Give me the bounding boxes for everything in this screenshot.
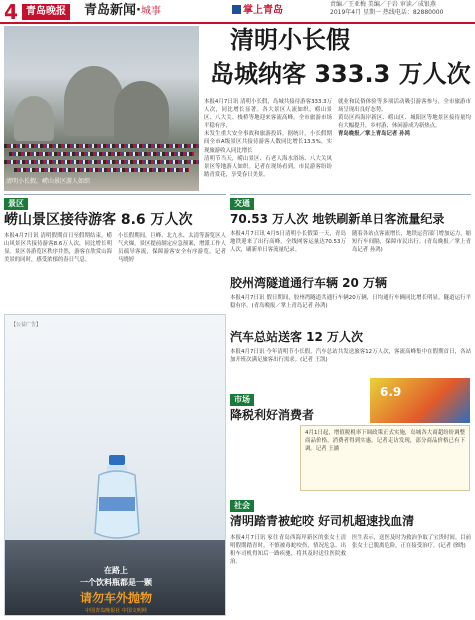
divider [230, 194, 471, 195]
ad-sponsor: 中国青岛晚报社 中国文明网 [85, 608, 147, 614]
lead-paragraph: 黄岛区西海岸新区、崂山区、城阳区等地景区接待量均有大幅提升，乡村游、休闲游成为新热点。 [338, 115, 471, 130]
market-text: 4月1日起，增值税税率下调政策正式实施，岛城各大商超纷纷调整商品价格，消费者得到实惠。记者走访发现，部分商品价格已有下调。记者 王涵 [305, 430, 465, 453]
tunnel-title: 胶州湾隧道通行车辆 20 万辆 [230, 276, 388, 290]
lead-column-a [204, 98, 332, 179]
lead-paragraph: 就业和民俗体验等多项活动吸引游客参与，全市旅游市场呈现出良好态势。 [338, 99, 471, 114]
ad-slogan: 请勿车外抛物 [79, 591, 152, 605]
ad-label: 【公益广告】 [11, 322, 42, 328]
market-title: 降税利好消费者 [230, 408, 315, 422]
public-service-ad [4, 314, 226, 616]
hero-photo [4, 26, 199, 191]
app-logo [232, 5, 283, 17]
lead-paragraph: 未发生重大安全事故和旅游投诉。据统计，小长假期间全市A级景区共接待游客人数同比增长13.5%，实现旅游收入同比增长 [204, 131, 332, 154]
bus-text: 本报4月7日讯 今年清明节小长假，汽车总站共发送旅客12万人次，客流高峰集中在假期首日，各站加开班次满足旅客出行需求。(记者 王凯) [230, 349, 471, 364]
photo-caption: 清明小长假，崂山景区游人如织 [6, 178, 91, 185]
society-text-b: 医生表示，送医及时为救治争取了宝贵时间。目前张女士已脱离危险，正在接受治疗。(记者 徐晓) [352, 535, 471, 550]
ad-subline: 一个饮料瓶都是一颗 [80, 578, 152, 587]
editor-line: 责编／王亚梅 美编／于岩 审读／成银燕 [330, 1, 436, 8]
channel-name: 青岛新闻· [84, 3, 141, 18]
section-tag-market: 市场 [230, 394, 254, 406]
lead-byline: 青岛晚报／掌上青岛记者 孙鸿 [338, 131, 410, 138]
market-callout [300, 425, 470, 491]
water-bottle-icon [77, 453, 157, 543]
lead-paragraph: 本报4月7日讯 清明小长假，岛城共接待游客333.3万人次，同比增长显著。各大景区人流如织，崂山景区、八大关、栈桥等地迎来客流高峰。全市旅游市场平稳有序， [204, 99, 332, 130]
channel-sub: 城事 [140, 6, 161, 17]
section-tag-scenic: 景区 [4, 198, 28, 210]
bus-title: 汽车总站送客 12 万人次 [230, 330, 364, 344]
traffic-text-b: 随着各站点客流增长，地铁运营部门增加运力，缩短行车间隔，保障市民出行。(青岛晚报／掌上青岛记者 孙鸿) [352, 231, 471, 254]
channel-title [84, 3, 161, 20]
society-title: 清明踏青被蛇咬 好司机超速找血清 [230, 514, 415, 528]
page-number: 4 [4, 0, 18, 24]
headline-main: 清明小长假 [230, 26, 350, 54]
price-tag: 6.9 [380, 385, 402, 399]
headline-sub: 岛城纳客 333.3 万人次 [210, 60, 471, 88]
divider [4, 194, 226, 195]
laoshan-text-a: 本报4月7日讯 清明假期首日至假期结束，崂山风景区共接待游客8.6万人次，同比增长明显。景区各游览区秩序井然，游客在欣赏山海美景的同时，感受浓郁的春日气息。 [4, 233, 112, 264]
lead-paragraph: 清明节当天，崂山景区、石老人海水浴场、八大关风景区等地游人如织。记者在现场看到，市民游客纷纷踏青赏花，享受春日美景。 [204, 155, 332, 178]
ad-headline: 在路上 [104, 566, 128, 575]
newspaper-logo: 青岛晚报 [22, 4, 70, 20]
app-icon [232, 5, 241, 14]
traffic-title: 70.53 万人次 地铁刷新单日客流量纪录 [230, 212, 445, 226]
society-text-a: 本报4月7日讯 家住青岛西海岸新区的张女士清明假期踏青时，不慎被毒蛇咬伤，情况危急。出租车司机得知后一路疾驰，将其及时送往医院救治。 [230, 535, 346, 566]
section-tag-society: 社会 [230, 500, 254, 512]
lead-column-b [338, 98, 471, 138]
editor-credits [330, 1, 472, 16]
laoshan-text-b: 小长假期间，巨峰、北九水、太清等游览区人气火爆。景区提前制定应急预案，增派工作人员疏导客流，保障游客安全有序游览。记者 马晓婷 [118, 233, 226, 264]
laoshan-title: 崂山景区接待游客 8.6 万人次 [4, 212, 193, 228]
app-name: 掌上青岛 [243, 5, 283, 16]
traffic-text-a: 本报4月7日讯 4月5日清明小长假第一天，青岛地铁迎来了出行高峰，全线网客运量达70.53万人次，刷新单日客流量纪录。 [230, 231, 346, 254]
section-tag-traffic: 交通 [230, 198, 254, 210]
editor-line: 2019年4月 星期一 热线电话：82880000 [330, 8, 444, 16]
tunnel-text: 本报4月7日讯 假日期间，胶州湾隧道共通行车辆20万辆，日均通行车辆同比增长明显，隧道运行平稳有序。(青岛晚报／掌上青岛记者 孙鸿) [230, 295, 471, 310]
